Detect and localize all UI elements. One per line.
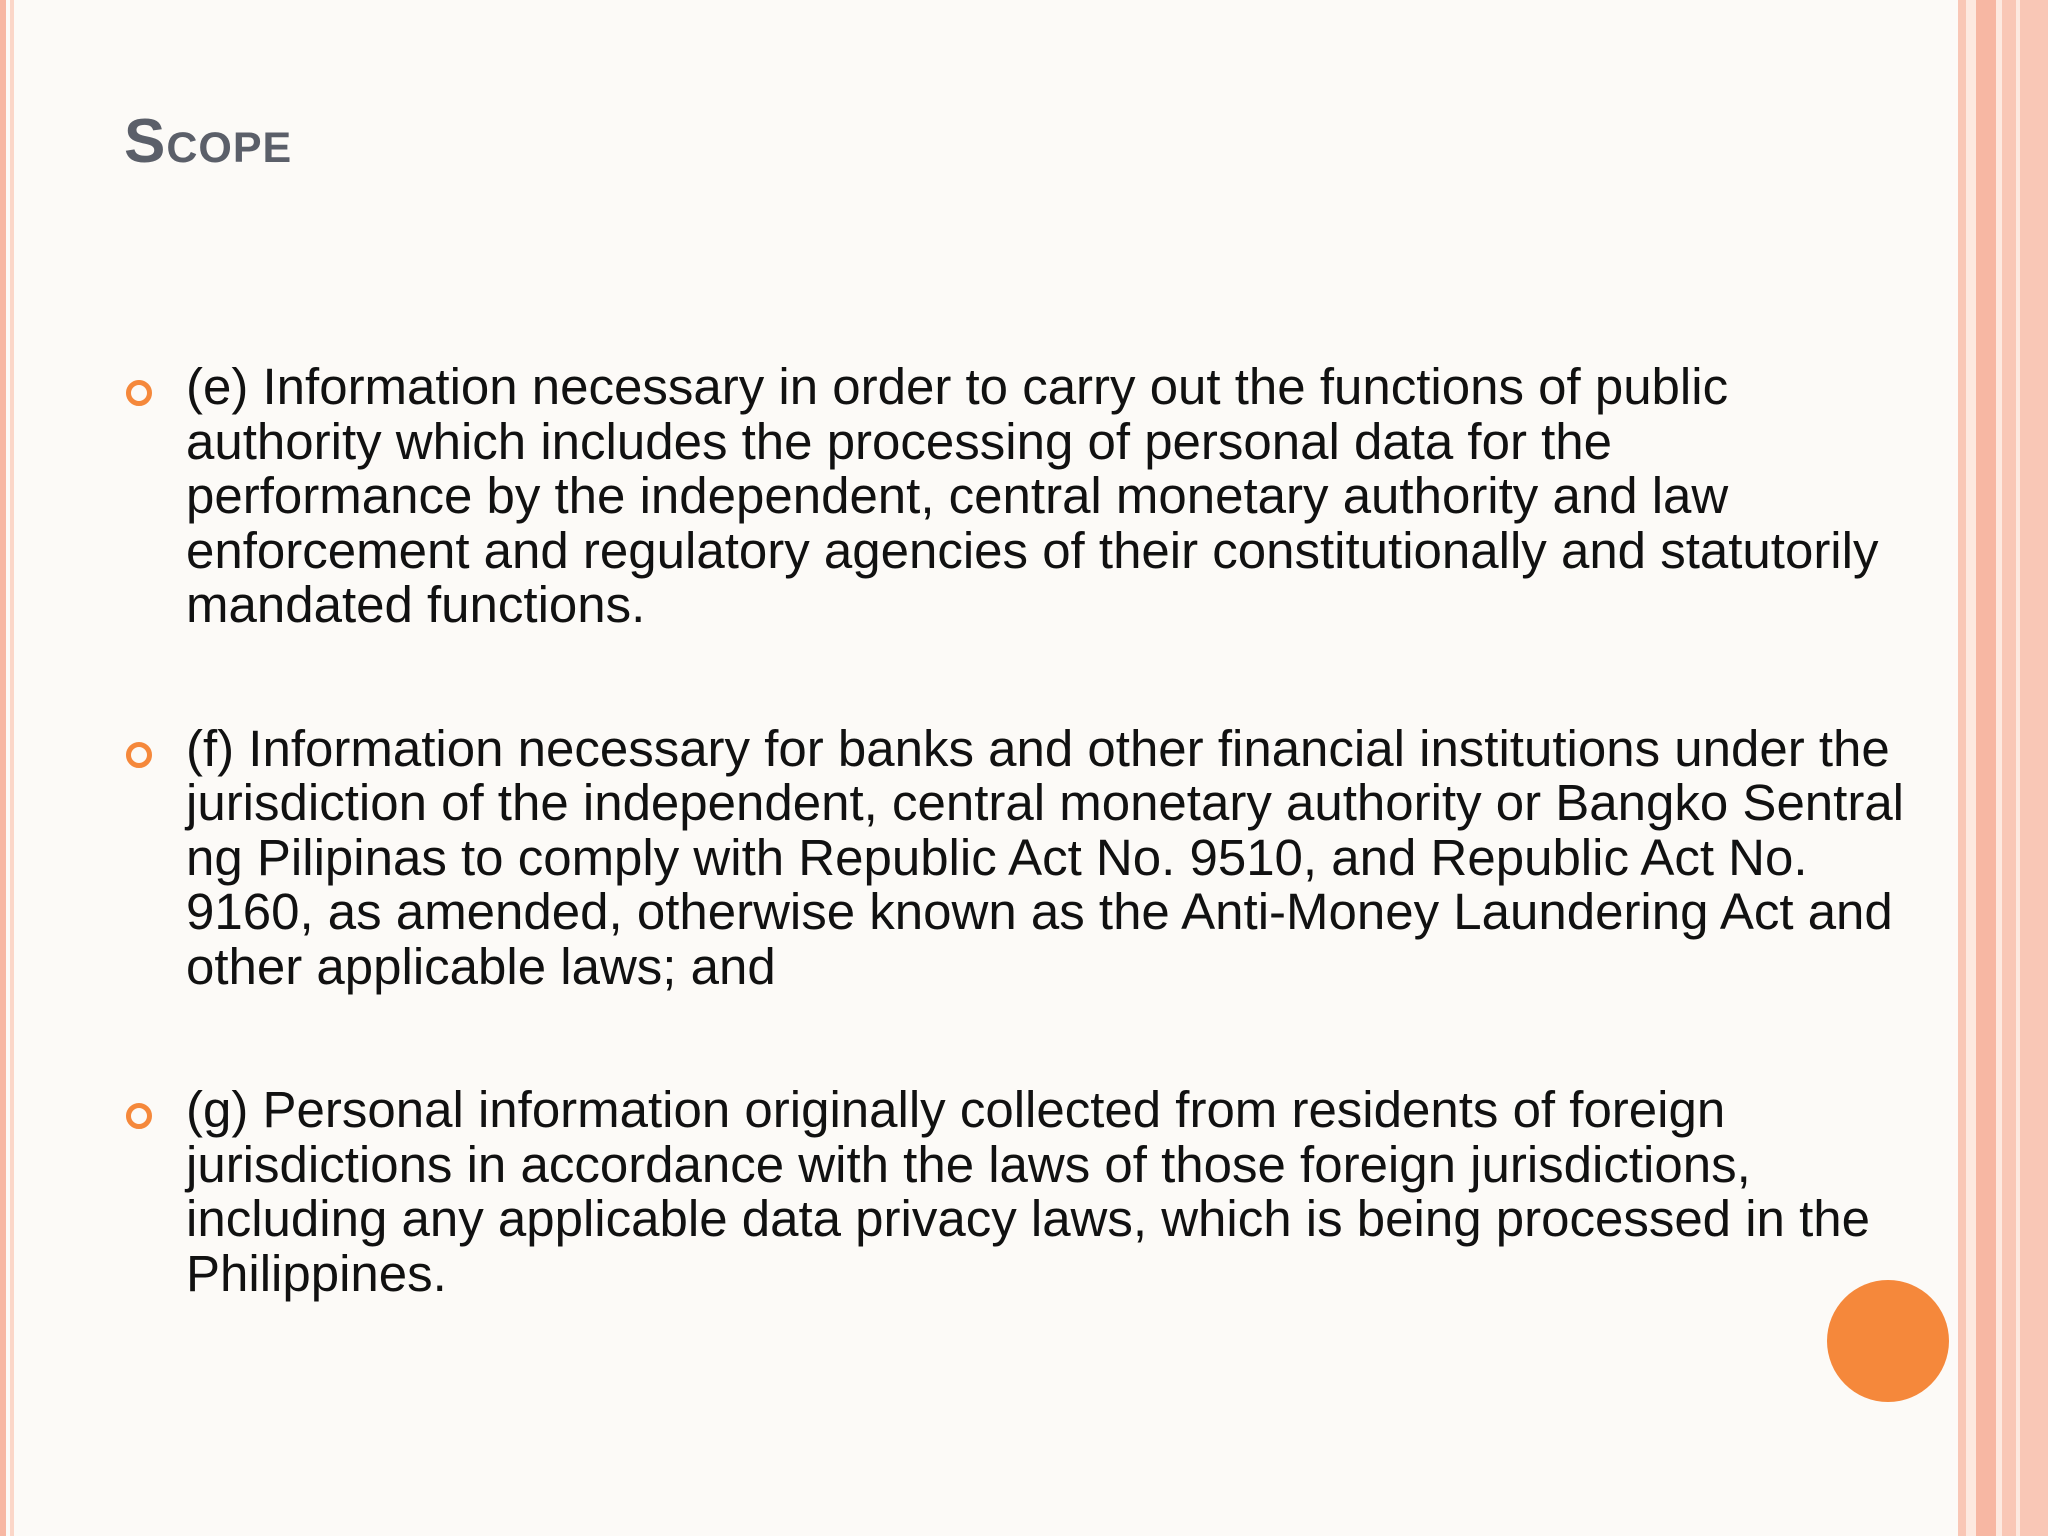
bullet-item-f (124, 719, 1905, 995)
right-edge-stripe-e (2002, 0, 2048, 1536)
right-edge-stripe-b (1966, 0, 1976, 1536)
bullet-list (124, 360, 1904, 1390)
bullet-text: (f) Information necessary for banks and other financial institutions under the jurisdiction of the independent, central monetary authority or Bangko Sentral ng Pilipinas to comply with Republic Act No. 9510, and Republic Act No. 9160, as amended, otherwise known as the Anti-Money Laundering Act and other applicable laws; and (186, 719, 1905, 995)
bullet-item-g (124, 1083, 1904, 1301)
hollow-circle-bullet-icon (126, 1103, 152, 1129)
left-edge-stripe-inner (10, 0, 14, 1536)
bullet-text: (g) Personal information originally collected from residents of foreign jurisdictions in accordance with the laws of those foreign jurisdictions, including any applicable data privacy laws, which is being processed in the Philippines. (186, 1081, 1870, 1302)
slide-title: Scope (124, 107, 293, 176)
right-edge-stripe-f (2016, 0, 2020, 1536)
right-edge-stripe-c (1976, 0, 1996, 1536)
orange-circle-decoration (1827, 1280, 1949, 1402)
bullet-item-e (124, 360, 1904, 633)
hollow-circle-bullet-icon (126, 380, 152, 406)
right-edge-stripe-a (1958, 0, 1966, 1536)
left-edge-stripe (0, 0, 6, 1536)
hollow-circle-bullet-icon (126, 742, 152, 768)
bullet-text: (e) Information necessary in order to carry out the functions of public authority which includes the processing of personal data for the performance by the independent, central monetary authority and law enforcement and regulatory agencies of their constitutionally and statutorily mandated functions. (186, 358, 1879, 633)
